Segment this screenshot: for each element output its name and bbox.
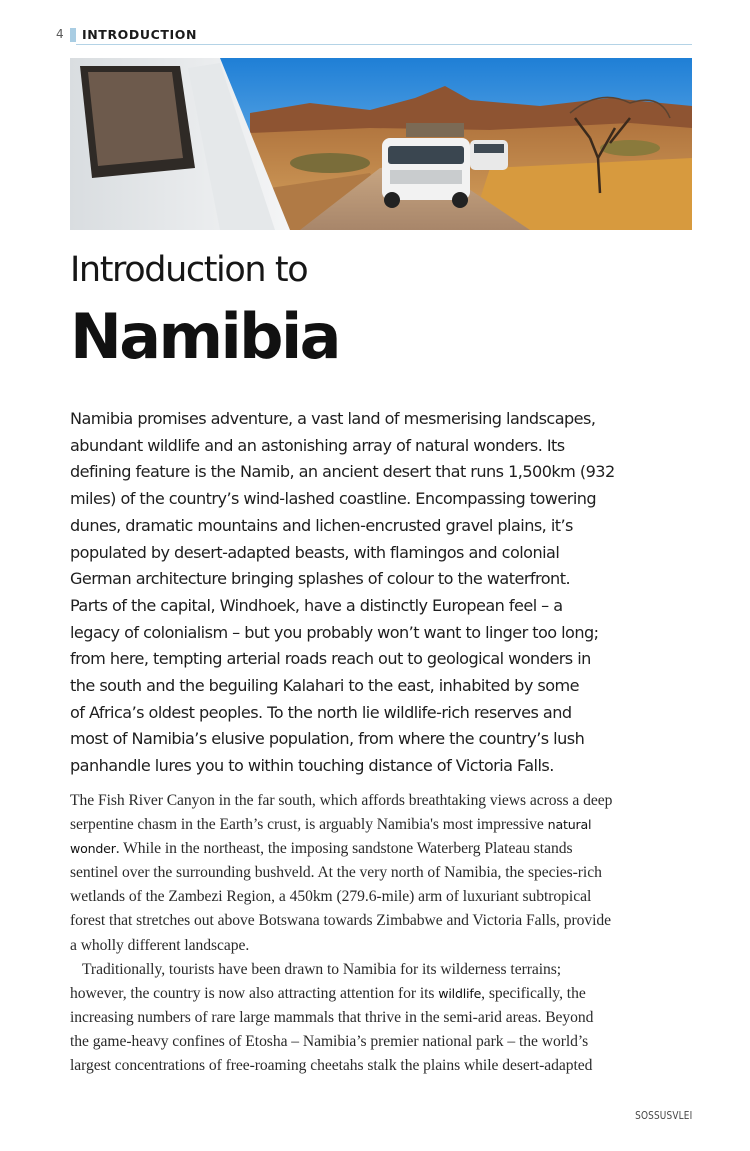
intro-line: the south and the beguiling Kalahari to the east, inhabited by some [70, 676, 579, 696]
intro-line: Namibia promises adventure, a vast land of mesmerising landscapes, [70, 409, 596, 428]
intro-line: from here, tempting arterial roads reach out to geological wonders in [70, 649, 591, 669]
body-line: forest that stretches out above Botswana towards Zimbabwe and Victoria Falls, provide [70, 912, 612, 930]
intro-line: German architecture bringing splashes of colour to the waterfront. [70, 569, 571, 589]
header-rule [76, 44, 692, 45]
section-title: INTRODUCTION [82, 27, 198, 42]
body-line: the game-heavy confines of Etosha – Namibia’s premier national park – the world’s [70, 1032, 589, 1050]
intro-paragraph [70, 406, 695, 780]
intro-line: populated by desert-adapted beasts, with flamingos and colonial [70, 542, 560, 562]
body-line: increasing numbers of rare large mammals that thrive in the semi-arid areas. Beyond [70, 1008, 594, 1026]
body-text-run: however, the country is now also attracting attention for its [70, 984, 439, 1002]
title-introduction: Introduction to [70, 250, 308, 290]
body-text-run: . While in the northeast, the imposing sandstone Waterberg Plateau stands [115, 840, 573, 858]
safari-photo [70, 58, 692, 230]
intro-line: legacy of colonialism – but you probably won’t want to linger too long; [70, 622, 599, 642]
photo-caption: SOSSUSVLEI [634, 1110, 692, 1122]
body-line [70, 982, 695, 1006]
intro-line: most of Namibia’s elusive population, from where the country’s lush [70, 729, 585, 749]
body-line: largest concentrations of free-roaming cheetahs stalk the plains while desert-adapted [70, 1057, 593, 1075]
body-text-run: serpentine chasm in the Earth’s crust, is arguably Namibia's most impressive [70, 816, 548, 834]
intro-line: dunes, dramatic mountains and lichen-encrusted gravel plains, it’s [70, 515, 573, 535]
natural-wonder-link[interactable]: natural [547, 817, 592, 833]
intro-line: of Africa’s oldest peoples. To the north lie wildlife-rich reserves and [70, 702, 572, 722]
natural-wonder-link[interactable]: wonder [70, 841, 116, 857]
intro-line: Parts of the capital, Windhoek, have a distinctly European feel – a [70, 595, 563, 615]
body-line: a wholly different landscape. [70, 936, 250, 954]
title-namibia: Namibia [70, 300, 339, 373]
intro-line: abundant wildlife and an astonishing array of natural wonders. Its [70, 435, 565, 455]
body-line [70, 837, 695, 861]
body-text-run: , specifically, the [481, 984, 586, 1002]
body-line: wetlands of the Zambezi Region, a 450km (279.6-mile) arm of luxuriant subtropical [70, 888, 592, 906]
body-text [70, 789, 695, 1078]
intro-line: miles) of the country’s wind-lashed coastline. Encompassing towering [70, 489, 597, 509]
body-line: The Fish River Canyon in the far south, which affords breathtaking views across a deep [70, 792, 613, 809]
wildlife-link[interactable]: wildlife [438, 985, 482, 1001]
body-line: Traditionally, tourists have been drawn to Namibia for its wilderness terrains; [82, 960, 562, 978]
running-header [56, 26, 692, 46]
page-number: 4 [56, 27, 64, 41]
intro-line: defining feature is the Namib, an ancient desert that runs 1,500km (932 [70, 462, 615, 482]
header-accent-bar [70, 28, 76, 42]
body-line: sentinel over the surrounding bushveld. At the very north of Namibia, the species-rich [70, 864, 602, 882]
body-line [70, 813, 695, 837]
intro-line: panhandle lures you to within touching distance of Victoria Falls. [70, 756, 554, 776]
